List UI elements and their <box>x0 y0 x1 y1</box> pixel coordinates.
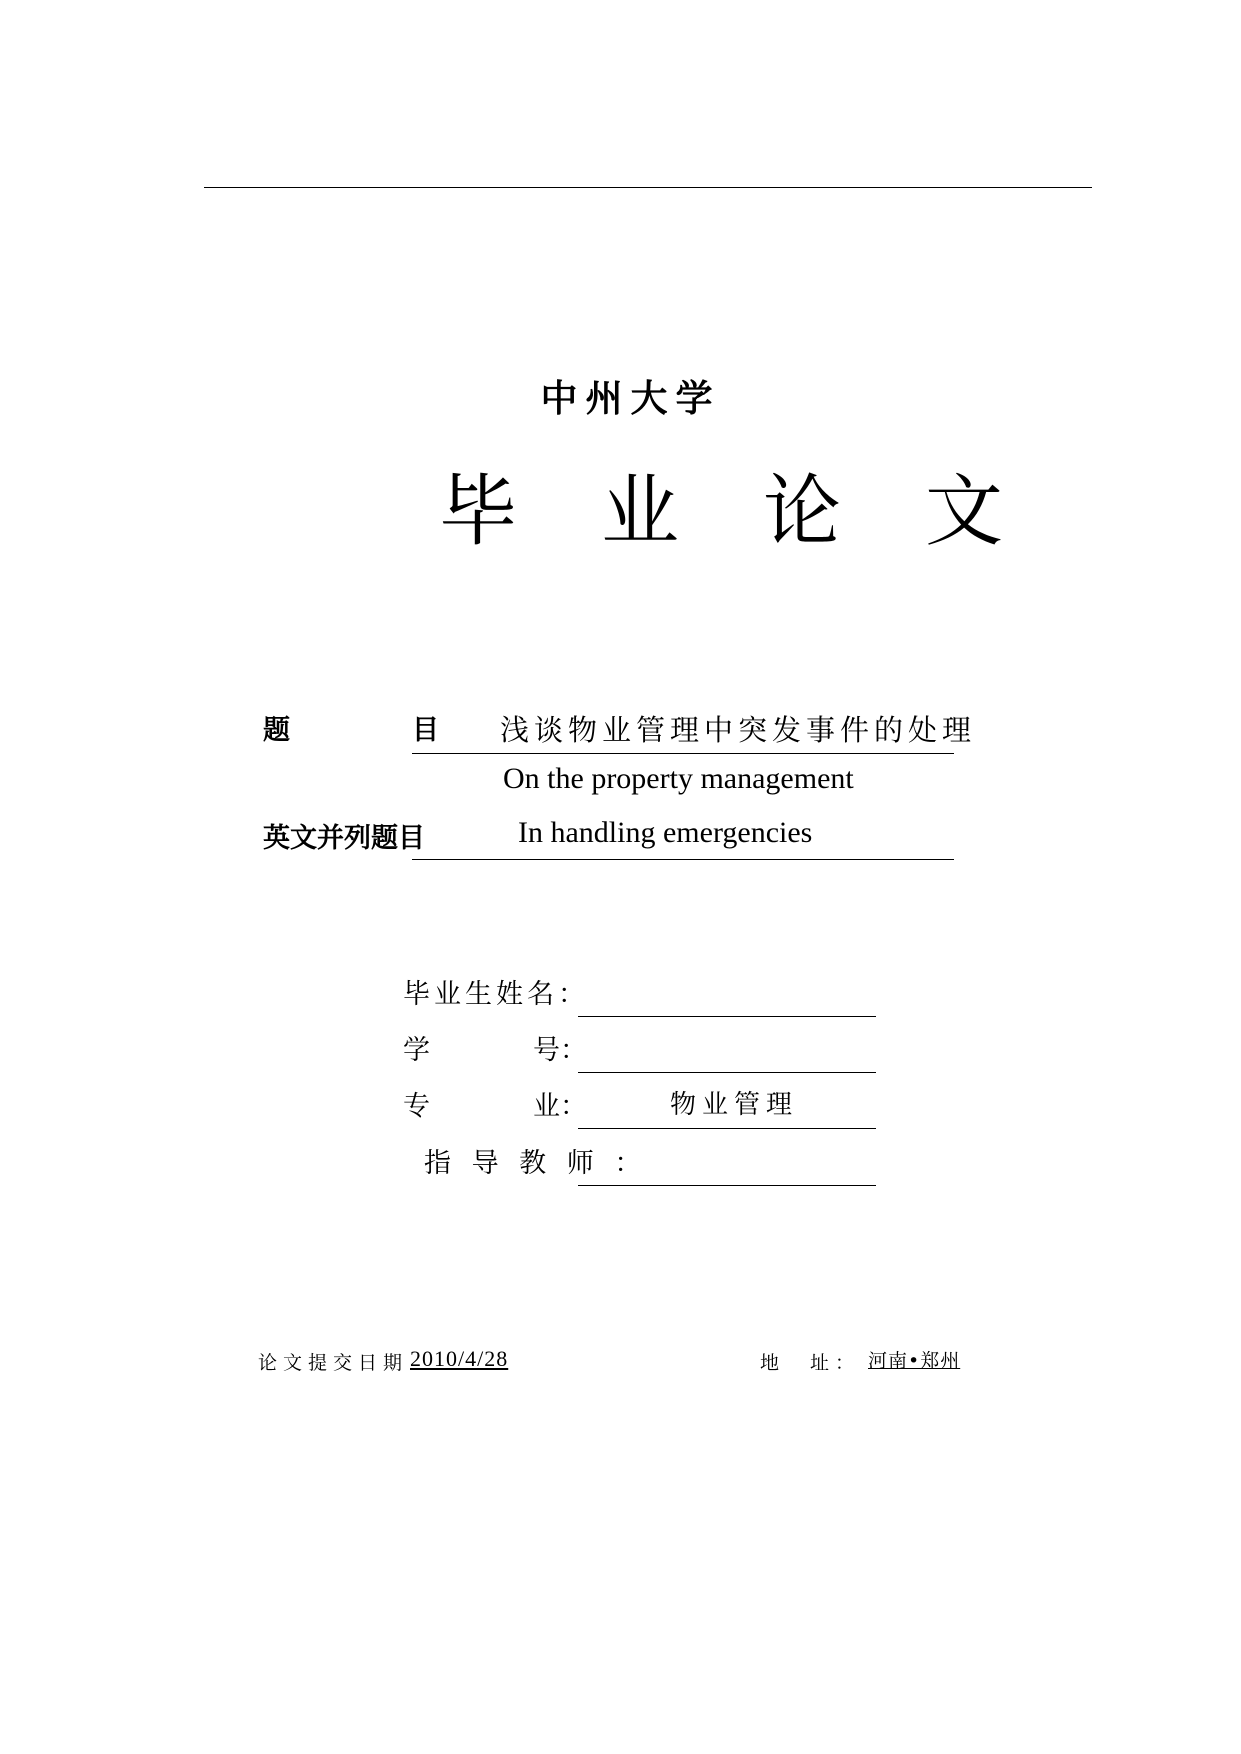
student-name-label: 毕业生姓名： <box>403 979 589 1010</box>
student-id-label-left: 学 <box>403 1035 430 1066</box>
submission-date-label: 论文提交日期 <box>258 1352 409 1374</box>
heading-char-3: 论 <box>762 467 841 557</box>
major-underline <box>578 1128 876 1129</box>
english-title-underline <box>412 859 954 860</box>
student-id-underline <box>578 1072 876 1073</box>
top-divider <box>204 187 1092 188</box>
heading-char-1: 毕 <box>438 467 517 557</box>
english-title-line2: In handling emergencies <box>518 816 813 849</box>
major-label-right: 业： <box>533 1091 587 1122</box>
address-label: 地 址： <box>760 1352 861 1374</box>
major-value: 物业管理 <box>670 1090 799 1120</box>
major-label-left: 专 <box>403 1091 430 1122</box>
topic-value: 浅谈物业管理中突发事件的处理 <box>500 713 977 747</box>
university-name: 中州大学 <box>540 377 721 420</box>
student-name-underline <box>578 1016 876 1017</box>
topic-label-left: 题 <box>263 715 290 746</box>
topic-label-right: 目 <box>412 715 439 746</box>
heading-char-4: 文 <box>924 467 1003 557</box>
address-value: 河南•郑州 <box>868 1350 961 1372</box>
topic-underline <box>412 753 954 754</box>
student-id-label-right: 号： <box>533 1035 587 1066</box>
english-title-label: 英文并列题目 <box>263 823 425 854</box>
advisor-label: 指 导 教 师 ： <box>424 1148 648 1179</box>
heading-char-2: 业 <box>600 467 679 557</box>
submission-date-value: 2010/4/28 <box>410 1346 509 1371</box>
english-title-line1: On the property management <box>503 762 854 795</box>
advisor-underline <box>578 1185 876 1186</box>
